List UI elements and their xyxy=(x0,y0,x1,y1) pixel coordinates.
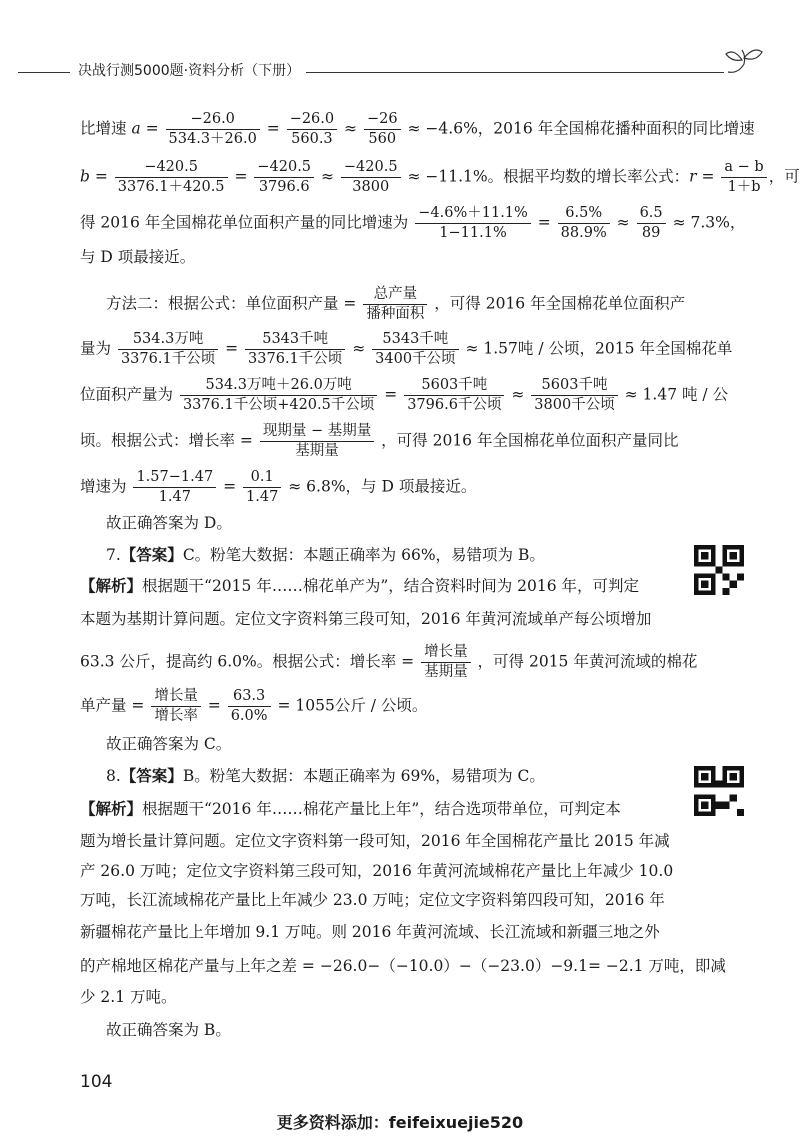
fraction: $\frac{\text{增长量}}{\text{增长率}}$ xyxy=(151,687,201,726)
fraction: $\frac{\text{5343千吨}}{\text{3376.1千公顷}}$ xyxy=(245,330,345,369)
fraction: $\frac{a - b}{1+b}$ xyxy=(721,158,766,197)
final-answer-6: 故正确答案为 D。 xyxy=(106,514,232,532)
fraction: $\frac{-26.0}{560.3}$ xyxy=(287,110,337,149)
q7-answer-line: 7.【答案】C。粉笔大数据：本题正确率为 66%，易错项为 B。 xyxy=(106,545,545,564)
q7-explanation-line-4: 单产量 = $\frac{\text{增长量}}{\text{增长率}}$ = $\frac{63.3}{6.0\%}$ = 1055公斤 / 公顷。 xyxy=(80,688,428,724)
fraction: $\frac{-26.0}{534.3+26.0}$ xyxy=(166,110,260,149)
fraction: $\frac{-420.5}{3376.1+420.5}$ xyxy=(115,158,228,197)
q8-final-answer: 故正确答案为 B。 xyxy=(106,1021,231,1039)
header-rule-left xyxy=(18,72,70,73)
fraction: $\frac{-26}{560}$ xyxy=(364,110,401,149)
fraction: $\frac{\text{5603千吨}}{\text{3796.6千公顷}}$ xyxy=(404,376,504,415)
q7-explanation-line-2: 本题为基期计算问题。定位文字资料第三段可知，2016 年黄河流域单产每公顷增加 xyxy=(80,610,652,628)
solution-line-1: 比增速 a = $\frac{-26.0}{534.3+26.0}$ = $\frac{-26.0}{560.3}$ ≈ $\frac{-26}{560}$ ≈ −4.6%，2016 年全国棉花播种面积的同比增速 xyxy=(80,111,755,147)
fraction: $\frac{-420.5}{3800}$ xyxy=(341,158,401,197)
solution-line-9: 增速为 $\frac{1.57-1.47}{1.47}$ = $\frac{0.1}{1.47}$ ≈ 6.8%，与 D 项最接近。 xyxy=(80,469,477,505)
fraction: $\frac{63.3}{6.0\%}$ xyxy=(228,687,271,726)
solution-line-2: b = $\frac{-420.5}{3376.1+420.5}$ = $\frac{-420.5}{3796.6}$ ≈ $\frac{-420.5}{3800}$ ≈ −11.1%。根据平均数的增长率公式：r = $\frac{a - b}{1+b}$ ，可 xyxy=(80,159,800,195)
q8-answer-line: 8.【答案】B。粉笔大数据：本题正确率为 69%，易错项为 C。 xyxy=(106,766,545,785)
q8-explanation-line-5: 新疆棉花产量比上年增加 9.1 万吨。则 2016 年黄河流域、长江流域和新疆三地之外 xyxy=(80,923,660,941)
fraction: $\frac{\text{总产量}}{\text{播种面积}}$ xyxy=(363,285,427,324)
qr-code-icon[interactable] xyxy=(694,545,744,595)
qr-code-icon[interactable] xyxy=(694,766,744,816)
fraction: $\frac{0.1}{1.47}$ xyxy=(243,468,281,507)
page-number: 104 xyxy=(80,1072,113,1092)
fraction: $\frac{6.5}{89}$ xyxy=(637,204,666,243)
leaf-sprout-icon xyxy=(724,46,764,80)
fraction: $\frac{\text{增长量}}{\text{基期量}}$ xyxy=(421,643,471,682)
fraction: $\frac{1.57-1.47}{1.47}$ xyxy=(133,468,216,507)
solution-line-3: 得 2016 年全国棉花单位面积产量的同比增速为 $\frac{-4.6\%+11.1\%}{1-11.1\%}$ = $\frac{6.5\%}{88.9\%}$ ≈ $\frac{6.5}{89}$ ≈ 7.3%， xyxy=(80,205,746,241)
q7-final-answer: 故正确答案为 C。 xyxy=(106,735,232,753)
q8-explanation-line-6: 的产棉地区棉花产量与上年之差 = −26.0−（−10.0）−（−23.0）−9.1= −2.1 万吨，即减 xyxy=(80,957,726,975)
header-rule-right xyxy=(306,72,724,73)
q7-explanation-line-3: 63.3 公斤，提高约 6.0%。根据公式：增长率 = $\frac{\text{增长量}}{\text{基期量}}$ ，可得 2015 年黄河流域的棉花 xyxy=(80,644,698,680)
q8-explanation-line-1: 【解析】根据题干“2016 年……棉花产量比上年”，结合选项带单位，可判定本 xyxy=(80,799,621,818)
fraction: $\frac{6.5\%}{88.9\%}$ xyxy=(558,204,610,243)
footer-note: 更多资料添加：feifeixuejie520 xyxy=(276,1113,524,1132)
running-header xyxy=(0,54,800,84)
fraction: $\frac{\text{534.3万吨＋26.0万吨}}{\text{3376.1千公顷+420.5千公顷}}$ xyxy=(180,376,377,415)
solution-line-8: 顷。根据公式：增长率 = $\frac{\text{现期量 − 基期量}}{\text{基期量}}$ ，可得 2016 年全国棉花单位面积产量同比 xyxy=(80,423,679,459)
q8-explanation-line-4: 万吨，长江流域棉花产量比上年减少 23.0 万吨；定位文字资料第四段可知，2016 年 xyxy=(80,891,665,909)
fraction: $\frac{\text{5343千吨}}{\text{3400千公顷}}$ xyxy=(372,330,458,369)
q7-explanation-line-1: 【解析】根据题干“2015 年……棉花单产为”，结合资料时间为 2016 年，可判定 xyxy=(80,576,640,595)
fraction: $\frac{-4.6\%+11.1\%}{1-11.1\%}$ xyxy=(415,204,531,243)
fraction: $\frac{\text{5603千吨}}{\text{3800千公顷}}$ xyxy=(531,376,617,415)
solution-line-7: 位面积产量为 $\frac{\text{534.3万吨＋26.0万吨}}{\text{3376.1千公顷+420.5千公顷}}$ = $\frac{\text{5603千吨}}{\text{3796.6千公顷}}$ ≈ $\frac{\text{5603千吨}}{\text{3800千公顷}}$ ≈ 1.47 吨 / 公 xyxy=(80,377,729,413)
q8-explanation-line-3: 产 26.0 万吨；定位文字资料第三段可知，2016 年黄河流域棉花产量比上年减少 10.0 xyxy=(80,862,674,880)
book-title: 决战行测5000题·资料分析（下册） xyxy=(78,63,301,79)
solution-line-4: 与 D 项最接近。 xyxy=(80,248,196,266)
fraction: $\frac{-420.5}{3796.6}$ xyxy=(254,158,314,197)
solution-line-5: 方法二：根据公式：单位面积产量 = $\frac{\text{总产量}}{\text{播种面积}}$ ，可得 2016 年全国棉花单位面积产 xyxy=(106,286,686,322)
solution-line-6: 量为 $\frac{\text{534.3万吨}}{\text{3376.1千公顷}}$ = $\frac{\text{5343千吨}}{\text{3376.1千公顷}}$ ≈ $\frac{\text{5343千吨}}{\text{3400千公顷}}$ ≈ 1.57吨 / 公顷，2015 年全国棉花单 xyxy=(80,331,733,367)
q8-explanation-line-2: 题为增长量计算问题。定位文字资料第一段可知，2016 年全国棉花产量比 2015 年减 xyxy=(80,832,670,850)
q8-explanation-line-7: 少 2.1 万吨。 xyxy=(80,988,177,1006)
fraction: $\frac{\text{现期量 − 基期量}}{\text{基期量}}$ xyxy=(260,422,374,461)
fraction: $\frac{\text{534.3万吨}}{\text{3376.1千公顷}}$ xyxy=(118,330,218,369)
